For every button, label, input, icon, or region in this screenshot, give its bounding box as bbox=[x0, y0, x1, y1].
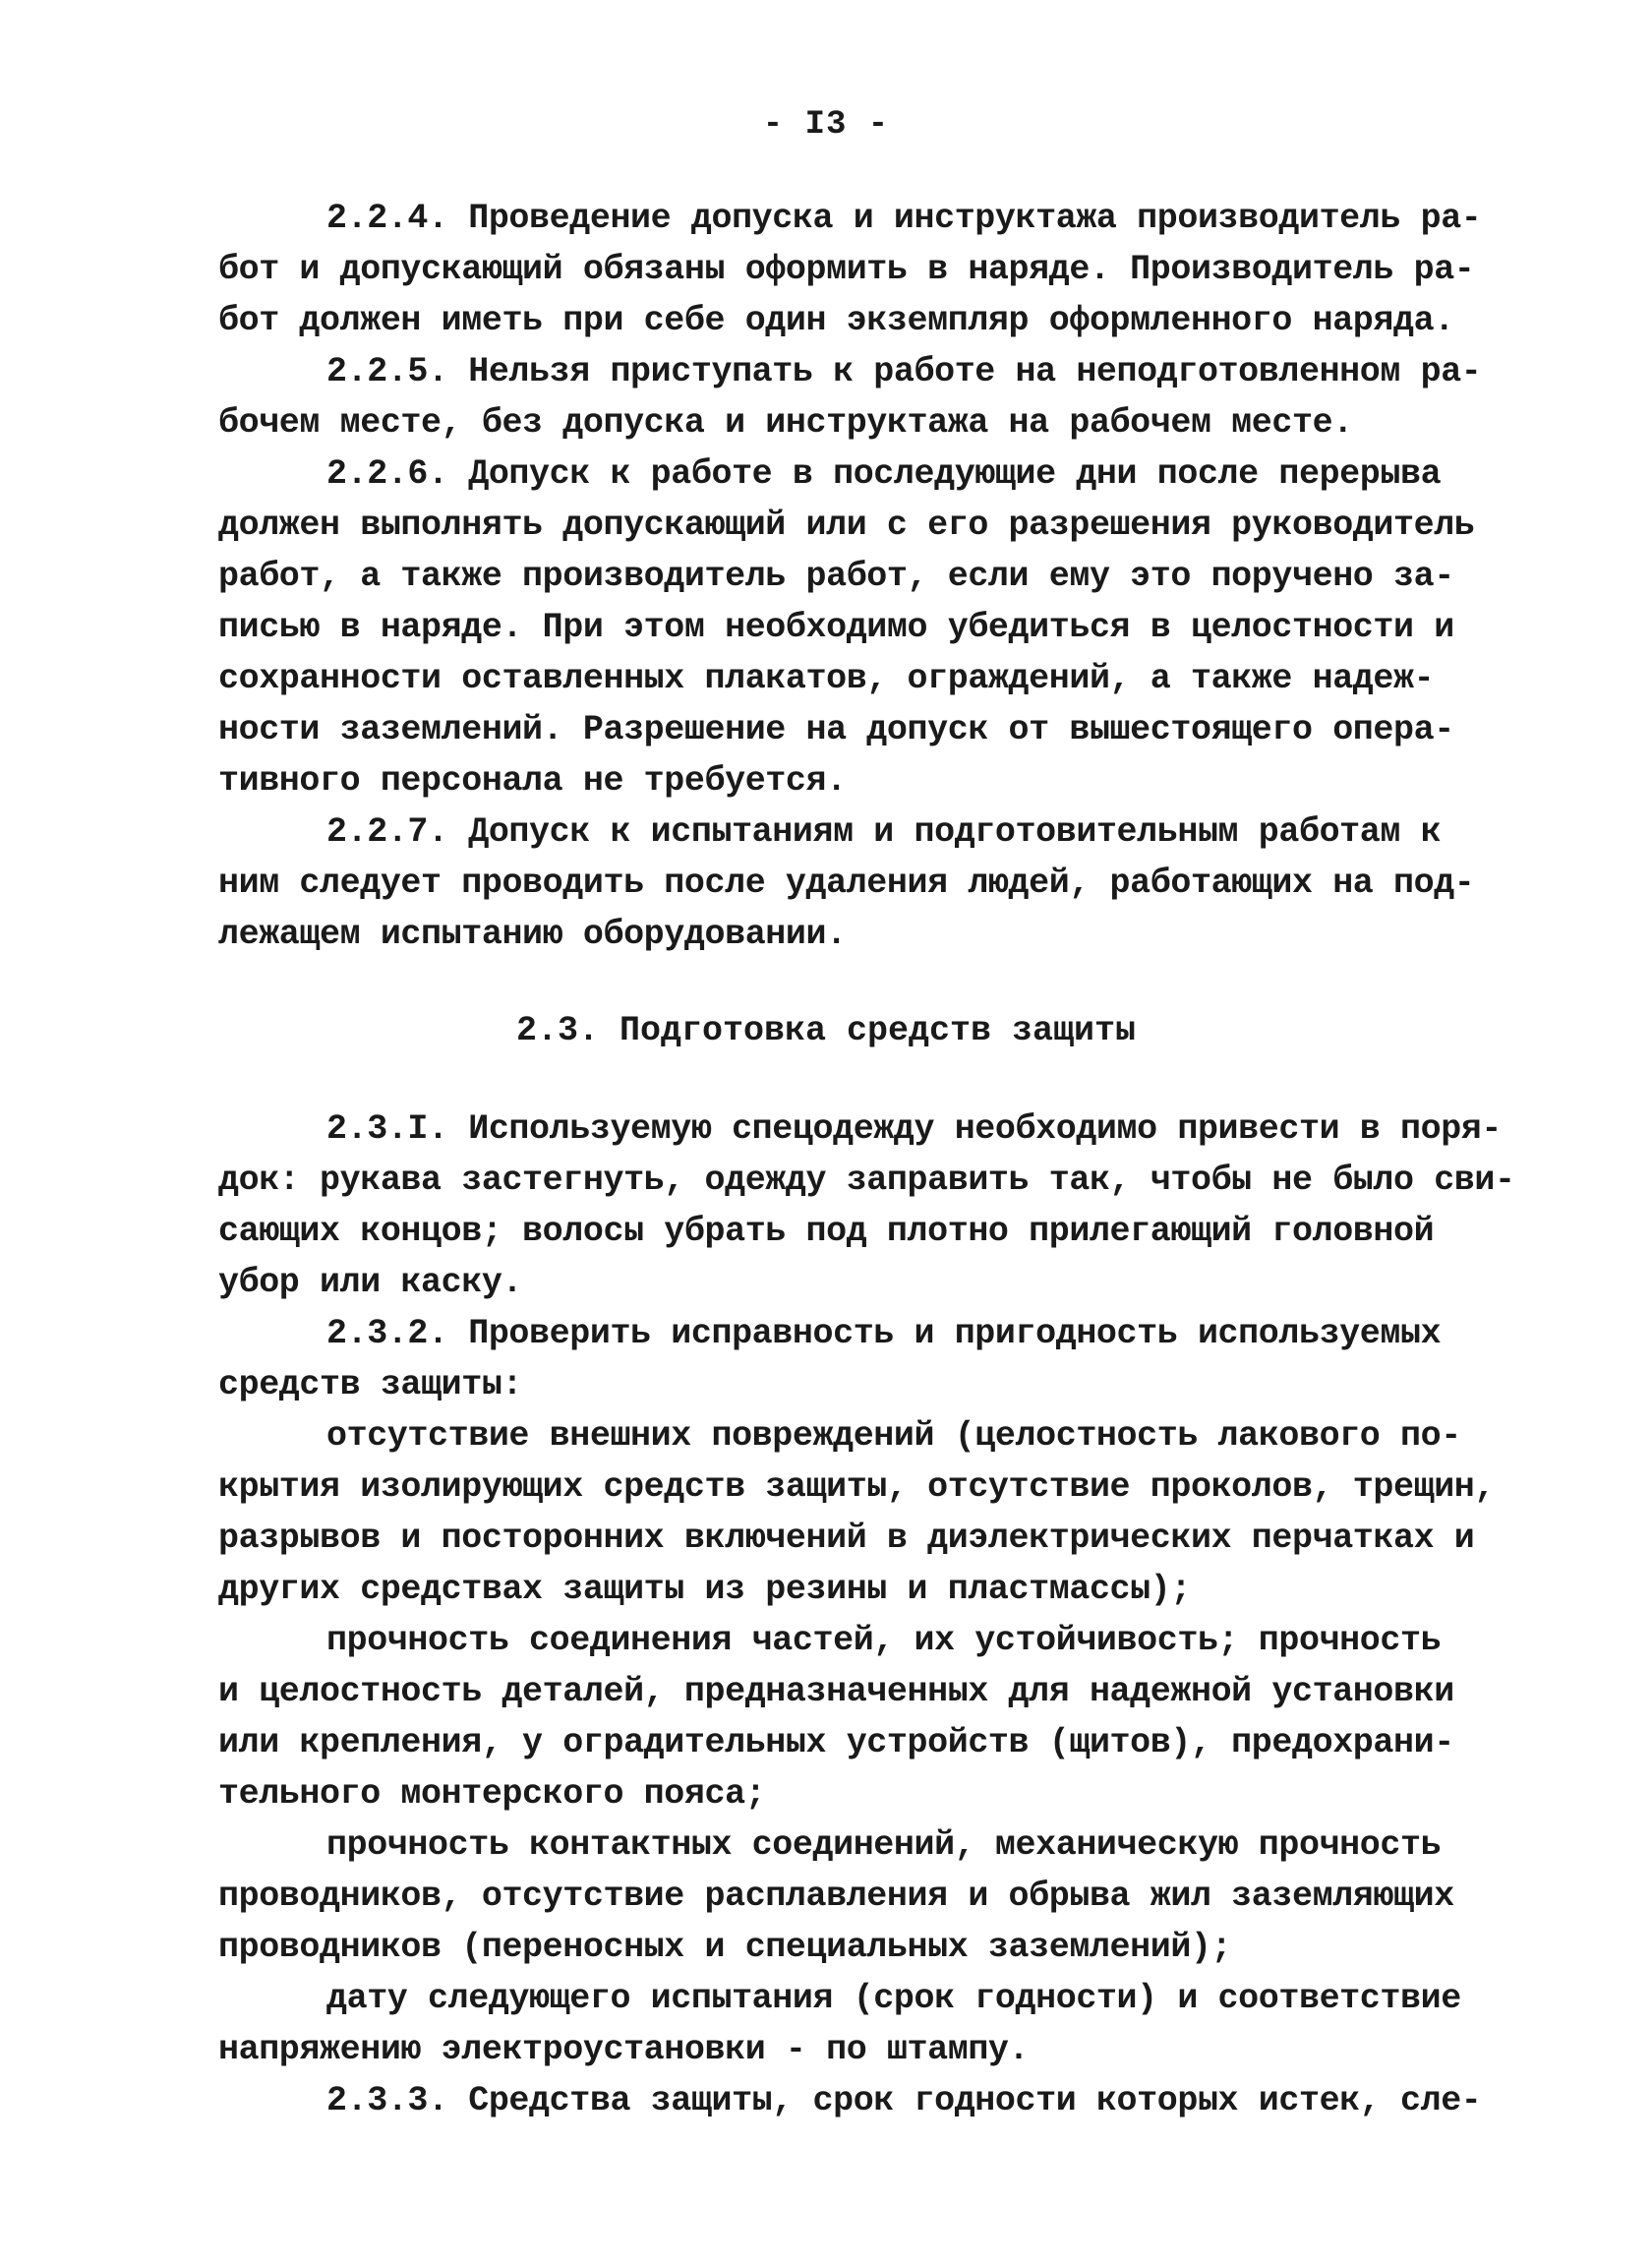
text-line: должен выполнять допускающий или с его разрешения руководитель bbox=[218, 506, 1475, 545]
text-line: 2.2.6. Допуск к работе в последующие дни после перерыва bbox=[326, 454, 1442, 494]
text-line: ним следует проводить после удаления людей, работающих на под- bbox=[218, 864, 1475, 903]
text-line: и целостность деталей, предназначенных для надежной установки bbox=[218, 1672, 1454, 1711]
text-line: бочем месте, без допуска и инструктажа на рабочем месте. bbox=[218, 403, 1353, 443]
text-line: крытия изолирующих средств защиты, отсутствие проколов, трещин, bbox=[218, 1467, 1496, 1507]
text-line: 2.2.5. Нельзя приступать к работе на неподготовленном ра- bbox=[326, 352, 1482, 391]
text-line: док: рукава застегнуть, одежду заправить так, чтобы не было сви- bbox=[218, 1161, 1515, 1200]
text-line: писью в наряде. При этом необходимо убедиться в целостности и bbox=[218, 608, 1454, 647]
text-line: или крепления, у оградительных устройств (щитов), предохрани- bbox=[218, 1723, 1454, 1762]
text-line: работ, а также производитель работ, если ему это поручено за- bbox=[218, 557, 1454, 596]
text-line: тельного монтерского пояса; bbox=[218, 1774, 766, 1814]
text-line: сающих концов; волосы убрать под плотно прилегающий головной bbox=[218, 1212, 1435, 1251]
text-line: прочность контактных соединений, механическую прочность bbox=[326, 1825, 1442, 1865]
text-line: отсутствие внешних повреждений (целостность лакового по- bbox=[326, 1416, 1461, 1456]
text-line: 2.2.4. Проведение допуска и инструктажа производитель ра- bbox=[326, 199, 1482, 238]
text-line: 2.3.2. Проверить исправность и пригодность используемых bbox=[326, 1314, 1442, 1353]
section-heading: 2.3. Подготовка средств защиты bbox=[515, 1011, 1137, 1050]
text-line: сохранности оставленных плакатов, ограждений, а также надеж- bbox=[218, 659, 1435, 698]
text-line: прочность соединения частей, их устойчивость; прочность bbox=[326, 1621, 1442, 1660]
text-line: убор или каску. bbox=[218, 1263, 523, 1302]
text-line: лежащем испытанию оборудовании. bbox=[218, 915, 847, 954]
page-number: - I3 - bbox=[762, 106, 890, 144]
text-line: тивного персонала не требуется. bbox=[218, 761, 847, 801]
text-line: разрывов и посторонних включений в диэлектрических перчатках и bbox=[218, 1519, 1475, 1558]
text-line: бот должен иметь при себе один экземпляр оформленного наряда. bbox=[218, 301, 1454, 340]
text-line: напряжению электроустановки - по штампу. bbox=[218, 2030, 1030, 2069]
text-line: бот и допускающий обязаны оформить в наряде. Производитель ра- bbox=[218, 250, 1475, 289]
text-line: 2.2.7. Допуск к испытаниям и подготовительным работам к bbox=[326, 812, 1442, 852]
text-line: 2.3.I. Используемую спецодежду необходимо привести в поря- bbox=[326, 1109, 1502, 1149]
text-line: дату следующего испытания (срок годности) и соответствие bbox=[326, 1979, 1461, 2018]
text-line: других средствах защиты из резины и пластмассы); bbox=[218, 1570, 1191, 1609]
text-line: 2.3.3. Средства защиты, срок годности которых истек, сле- bbox=[326, 2081, 1482, 2120]
text-line: средств защиты: bbox=[218, 1365, 523, 1404]
text-line: ности заземлений. Разрешение на допуск от вышестоящего опера- bbox=[218, 710, 1454, 749]
text-line: проводников (переносных и специальных заземлений); bbox=[218, 1928, 1232, 1967]
text-line: проводников, отсутствие расплавления и обрыва жил заземляющих bbox=[218, 1877, 1454, 1916]
